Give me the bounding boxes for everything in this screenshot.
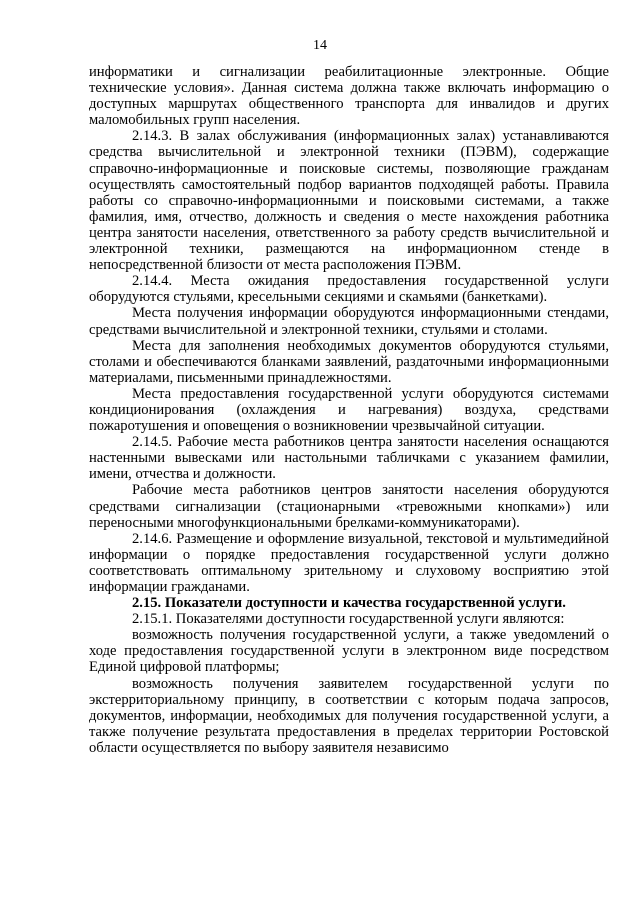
paragraph: Рабочие места работников центров занятости населения оборудуются средствами сигнализации (стационарными «тревожными кнопками») или переносными многофункциональными брелками-коммуникаторами). bbox=[89, 482, 609, 531]
paragraph: возможность получения заявителем государственной услуги по экстерриториальному принципу, в соответствии с которым подача запросов, документов, информации, необходимых для получения государственной услуги, а также получение результата предоставления в пределах территории Ростовской области осуществляется по выбору заявителя независимо bbox=[89, 675, 609, 756]
document-body bbox=[89, 64, 609, 756]
paragraph: 2.14.6. Размещение и оформление визуальной, текстовой и мультимедийной информации о порядке предоставления государственной услуги должно соответствовать оптимальному зрительному и слуховому восприятию этой информации гражданами. bbox=[89, 530, 609, 595]
paragraph: 2.14.4. Места ожидания предоставления государственной услуги оборудуются стульями, кресельными секциями и скамьями (банкетками). bbox=[89, 273, 609, 306]
paragraph: 2.14.3. В залах обслуживания (информационных залах) устанавливаются средства вычислительной и электронной техники (ПЭВМ), содержащие справочно-информационные и поисковые системы, позволяющие гражданам осуществлять самостоятельный подбор вариантов подходящей работы. Правила работы со справочно-информационными и поисковыми системами, а также фамилия, имя, отчество, должность и сведения о месте нахождения работника центра занятости населения, ответственного за работу средств вычислительной и электронной техники, размещаются на информационном стенде в непосредственной близости от места расположения ПЭВМ. bbox=[89, 128, 609, 274]
section-heading: 2.15. Показатели доступности и качества государственной услуги. bbox=[132, 595, 566, 612]
paragraph: Места для заполнения необходимых документов оборудуются стульями, столами и обеспечиваются бланками заявлений, раздаточными информационными материалами, письменными принадлежностями. bbox=[89, 337, 609, 386]
paragraph: возможность получения государственной услуги, а также уведомлений о ходе предоставления государственной услуги в электронном виде посредством Единой цифровой платформы; bbox=[89, 627, 609, 676]
page-number: 14 bbox=[313, 38, 327, 53]
paragraph: Места получения информации оборудуются информационными стендами, средствами вычислительной и электронной техники, стульями и столами. bbox=[89, 305, 609, 338]
paragraph: информатики и сигнализации реабилитационные электронные. Общие технические условия». Данная система должна также включать информацию о доступных маршрутах общественного транспорта для инвалидов и других маломобильных групп населения. bbox=[89, 64, 609, 129]
paragraph: Места предоставления государственной услуги оборудуются системами кондиционирования (охлаждения и нагревания) воздуха, средствами пожаротушения и оповещения о возникновении чрезвычайной ситуации. bbox=[89, 385, 609, 435]
paragraph: 2.15.1. Показателями доступности государственной услуги являются: bbox=[132, 611, 565, 628]
paragraph: 2.14.5. Рабочие места работников центра занятости населения оснащаются настенными вывесками или настольными табличками с указанием фамилии, имени, отчества и должности. bbox=[89, 434, 609, 483]
